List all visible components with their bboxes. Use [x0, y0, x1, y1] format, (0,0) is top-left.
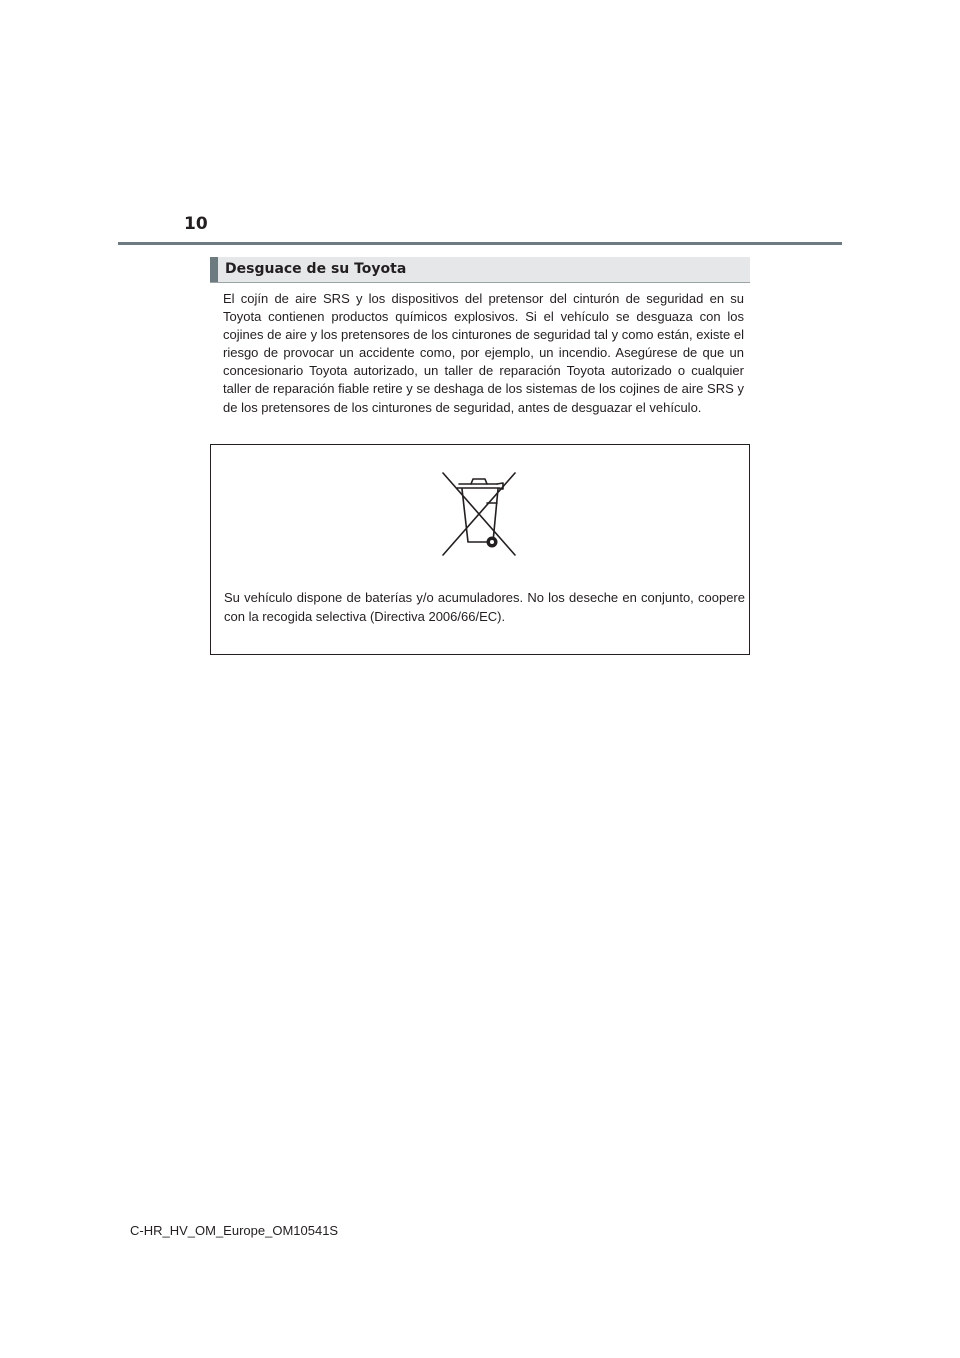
- crossed-out-wheelie-bin-icon: [437, 470, 521, 558]
- section-title: Desguace de su Toyota: [225, 261, 407, 277]
- notice-text: Su vehículo dispone de baterías y/o acumuladores. No los deseche en conjunto, coopere con la recogida selectiva (Directiva 2006/66/EC).: [224, 590, 745, 624]
- body-paragraph: El cojín de aire SRS y los dispositivos del pretensor del cinturón de seguridad en su Toyota contienen productos químicos explosivos. Si el vehículo se desguaza con los cojines de aire y los pretensores de los cinturones de seguridad tal y como están, existe el riesgo de provocar un accidente como, por ejemplo, un incendio. Asegúrese de que un concesionario Toyota autorizado, un taller de reparación Toyota autorizado o cualquier taller de reparación fiable retire y se deshaga de los sistemas de los cojines de aire SRS y de los pretensores de los cinturones de seguridad, antes de desguazar el vehículo.: [223, 291, 744, 415]
- page-number: 10: [184, 214, 208, 234]
- footer-document-code: C-HR_HV_OM_Europe_OM10541S: [130, 1223, 339, 1238]
- battery-disposal-notice: [210, 444, 750, 655]
- section-heading-bar: [210, 257, 218, 282]
- header-rule: [118, 242, 842, 245]
- section-heading: [210, 257, 750, 283]
